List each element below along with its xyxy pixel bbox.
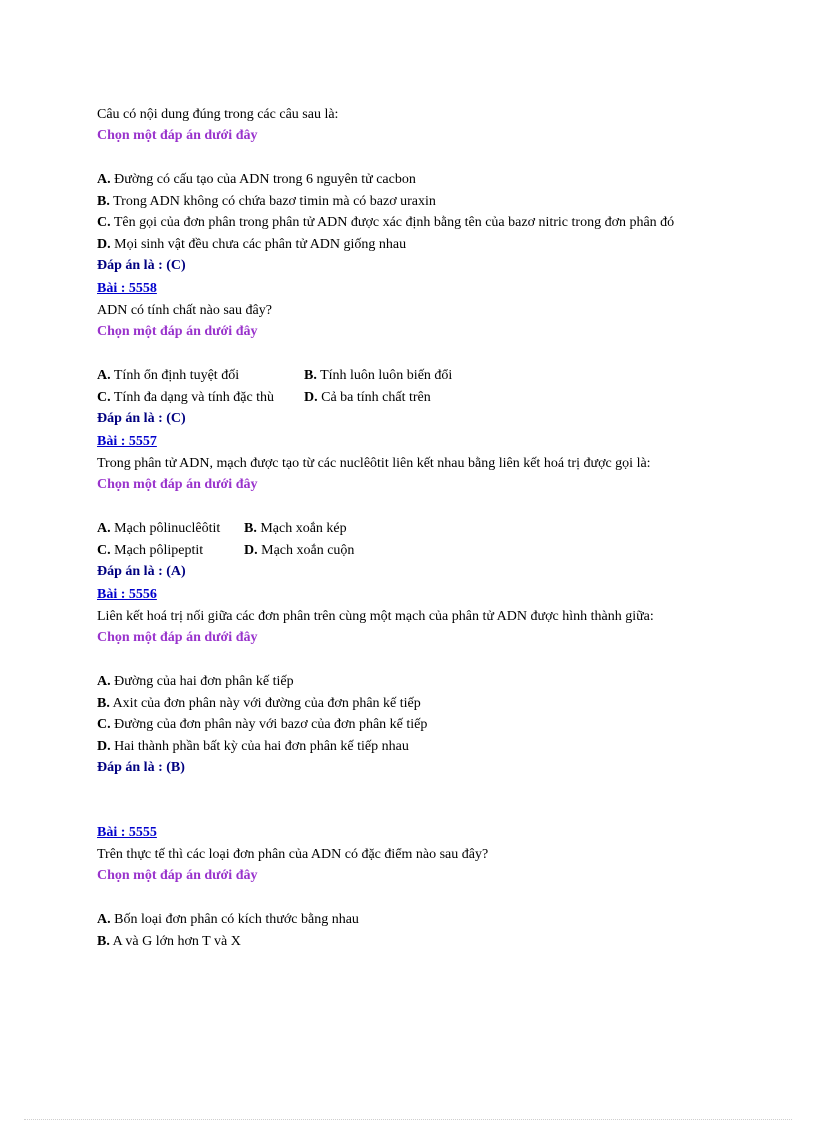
option-b [97,693,717,715]
answer-key: Đáp án là : (B) [97,760,185,775]
option-b [244,518,354,540]
answer-key: Đáp án là : (A) [97,564,186,579]
option-d [97,736,717,758]
question-text: ADN có tính chất nào sau đây? [97,303,272,318]
option-letter: B. [97,695,110,711]
option-letter: C. [97,717,111,732]
option-c [97,212,717,234]
option-letter: B. [97,933,110,949]
question-text: Liên kết hoá trị nối giữa các đơn phân trên cùng một mạch của phân tử ADN được hình thành giữa: [97,609,654,624]
question-text: Trong phân tử ADN, mạch được tạo từ các nuclêôtit liên kết nhau bằng liên kết hoá trị được gọi là: [97,456,651,471]
option-a [97,909,717,931]
option-letter: A. [97,172,111,187]
option-text: Tính luôn luôn biến đổi [316,368,453,383]
option-text: Mọi sinh vật đều chưa các phân tử ADN giống nhau [110,236,407,252]
question-5556 [97,583,717,779]
options-grid [97,518,717,561]
question-text: Trên thực tế thì các loại đơn phân của ADN có đặc điểm nào sau đây? [97,847,489,862]
option-text: Hai thành phần bất kỳ của hai đơn phân kế tiếp nhau [110,738,409,754]
option-text: Đường của đơn phân này với bazơ của đơn phân kế tiếp [110,717,428,732]
option-d [304,387,452,409]
choose-answer-prompt: Chọn một đáp án dưới đây [97,477,258,492]
option-letter: A. [97,368,111,383]
option-letter: C. [97,215,111,230]
option-text: Bốn loại đơn phân có kích thước bằng nhau [110,912,359,927]
option-text: Trong ADN không có chứa bazơ timin mà có bazơ uraxin [109,193,436,209]
option-letter: D. [244,542,258,558]
option-c [97,540,237,562]
option-letter: D. [97,236,111,252]
question-title-link[interactable]: Bài : 5556 [97,587,157,602]
question-5555 [97,821,717,952]
option-text: Tính ổn định tuyệt đối [110,368,240,383]
option-text: Cả ba tính chất trên [317,389,431,405]
options-grid [97,365,717,408]
question-1 [97,105,717,277]
option-letter: B. [304,368,317,383]
option-letter: C. [97,389,111,405]
choose-answer-prompt: Chọn một đáp án dưới đây [97,324,258,339]
option-text: Đường của hai đơn phân kế tiếp [110,674,294,689]
question-5557 [97,430,717,583]
option-d [244,540,354,562]
option-text: Đường có cấu tạo của ADN trong 6 nguyên tử cacbon [110,172,416,187]
spacer [97,779,717,821]
option-text: Mạch pôlipeptit [110,542,204,558]
option-letter: C. [97,542,111,558]
choose-answer-prompt: Chọn một đáp án dưới đây [97,868,258,883]
option-text: Mạch pôlinuclêôtit [110,521,221,536]
option-text: Mạch xoắn cuộn [257,542,355,558]
option-letter: D. [304,389,318,405]
question-title-link[interactable]: Bài : 5557 [97,434,157,449]
question-5558 [97,277,717,430]
option-letter: A. [97,674,111,689]
question-text: Câu có nội dung đúng trong các câu sau là: [97,107,339,122]
answer-key: Đáp án là : (C) [97,258,186,273]
question-title-link[interactable]: Bài : 5555 [97,825,157,840]
answer-key: Đáp án là : (C) [97,411,186,426]
option-letter: A. [97,521,111,536]
choose-answer-prompt: Chọn một đáp án dưới đây [97,630,258,645]
option-a [97,671,717,693]
option-letter: D. [97,738,111,754]
option-letter: A. [97,912,111,927]
option-letter: B. [244,521,257,536]
option-d [97,234,717,256]
option-b [97,191,717,213]
option-text: Tên gọi của đơn phân trong phân tử ADN được xác định bằng tên của bazơ nitric trong đơn phân đó [110,215,675,230]
document-page [97,105,717,952]
page-bottom-divider [24,1119,792,1120]
option-text: A và G lớn hơn T và X [109,933,241,949]
option-b [304,365,452,387]
option-letter: B. [97,193,110,209]
choose-answer-prompt: Chọn một đáp án dưới đây [97,128,258,143]
option-text: Tính đa dạng và tính đặc thù [110,389,275,405]
option-a [97,169,717,191]
option-c [97,387,297,409]
option-b [97,931,717,953]
option-c [97,714,717,736]
option-text: Mạch xoắn kép [256,521,347,536]
question-title-link[interactable]: Bài : 5558 [97,281,157,296]
option-a [97,365,297,387]
option-a [97,518,237,540]
option-text: Axit của đơn phân này với đường của đơn phân kế tiếp [109,695,421,711]
